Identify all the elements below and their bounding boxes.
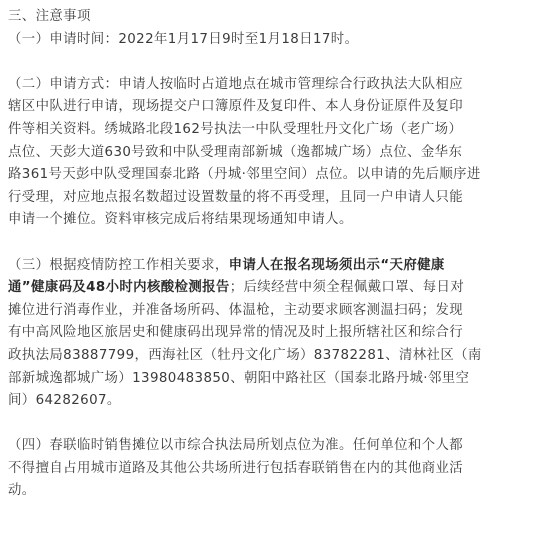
item-2-line-2: 辖区中队进行申请，现场提交户口簿原件及复印件、本人身份证原件及复印: [8, 99, 464, 115]
paragraph-gap: [8, 51, 532, 74]
item-2-line-4: 点位、天彭大道630号致和中队受理南部新城（逸都城广场）点位、金华东: [8, 144, 463, 160]
item-2-line-1: （二）申请方式：申请人按临时占道地点在城市管理综合行政执法大队相应: [8, 76, 464, 92]
paragraph-gap: [8, 232, 532, 255]
item-4-line-1: （四）春联临时销售摊位以市综合执法局所划点位为准。任何单位和个人都: [8, 438, 464, 454]
item-4-paragraph: [8, 435, 532, 503]
item-3-line-6: 部新城逸都城广场）13980483850、朝阳中路社区（国泰北路丹城·邻里空: [8, 370, 470, 386]
item-2-line-6: 行受理，对应地点报名数超过设置数量的将不再受理，且同一户申请人只能: [8, 189, 464, 205]
item-3-line-3: 摊位进行消毒作业，并准备场所码、体温枪，主动要求顾客测温扫码；发现: [8, 302, 464, 318]
item-3-line-2: [8, 277, 532, 300]
item-2-line-3: 件等相关资料。绣城路北段162号执法一中队受理牡丹文化广场（老广场）: [8, 121, 463, 137]
item-3-line-2-rest: ；后续经营中须全程佩戴口罩、每日对: [229, 280, 465, 296]
item-3-bold-requirement: 申请人在报名现场须出示“天府健康: [228, 257, 445, 273]
item-2-line-7: 申请一个摊位。资料审核完成后将结果现场通知申请人。: [8, 212, 353, 228]
item-3-bold-requirement-cont: 通”健康码及48小时内核酸检测报告: [8, 280, 230, 296]
item-3-line-7: 间）64282607。: [8, 393, 121, 409]
item-4-line-3: 动。: [8, 483, 36, 499]
item-3-line-1: [8, 255, 532, 278]
item-3-paragraph: [8, 255, 532, 413]
item-2-paragraph: [8, 74, 532, 232]
item-3-line-5: 政执法局83887799，西海社区（牡丹文化广场）83782281、清林社区（南: [8, 347, 482, 363]
section-heading: 三、注意事项: [8, 9, 91, 24]
paragraph-gap: [8, 413, 532, 436]
item-3-line-4: 有中高风险地区旅居史和健康码出现异常的情况及时上报所辖社区和综合行: [8, 325, 464, 341]
item-1-line-1: （一）申请时间：2022年1月17日9时至1月18日17时。: [8, 31, 359, 47]
item-4-line-2: 不得擅自占用城市道路及其他公共场所进行包括春联销售在内的其他商业活: [8, 460, 464, 476]
item-3-prefix: （三）根据疫情防控工作相关要求，: [8, 257, 229, 273]
item-2-line-5: 路361号天彭中队受理国泰北路（丹城·邻里空间）点位。以申请的先后顺序进: [8, 167, 481, 183]
